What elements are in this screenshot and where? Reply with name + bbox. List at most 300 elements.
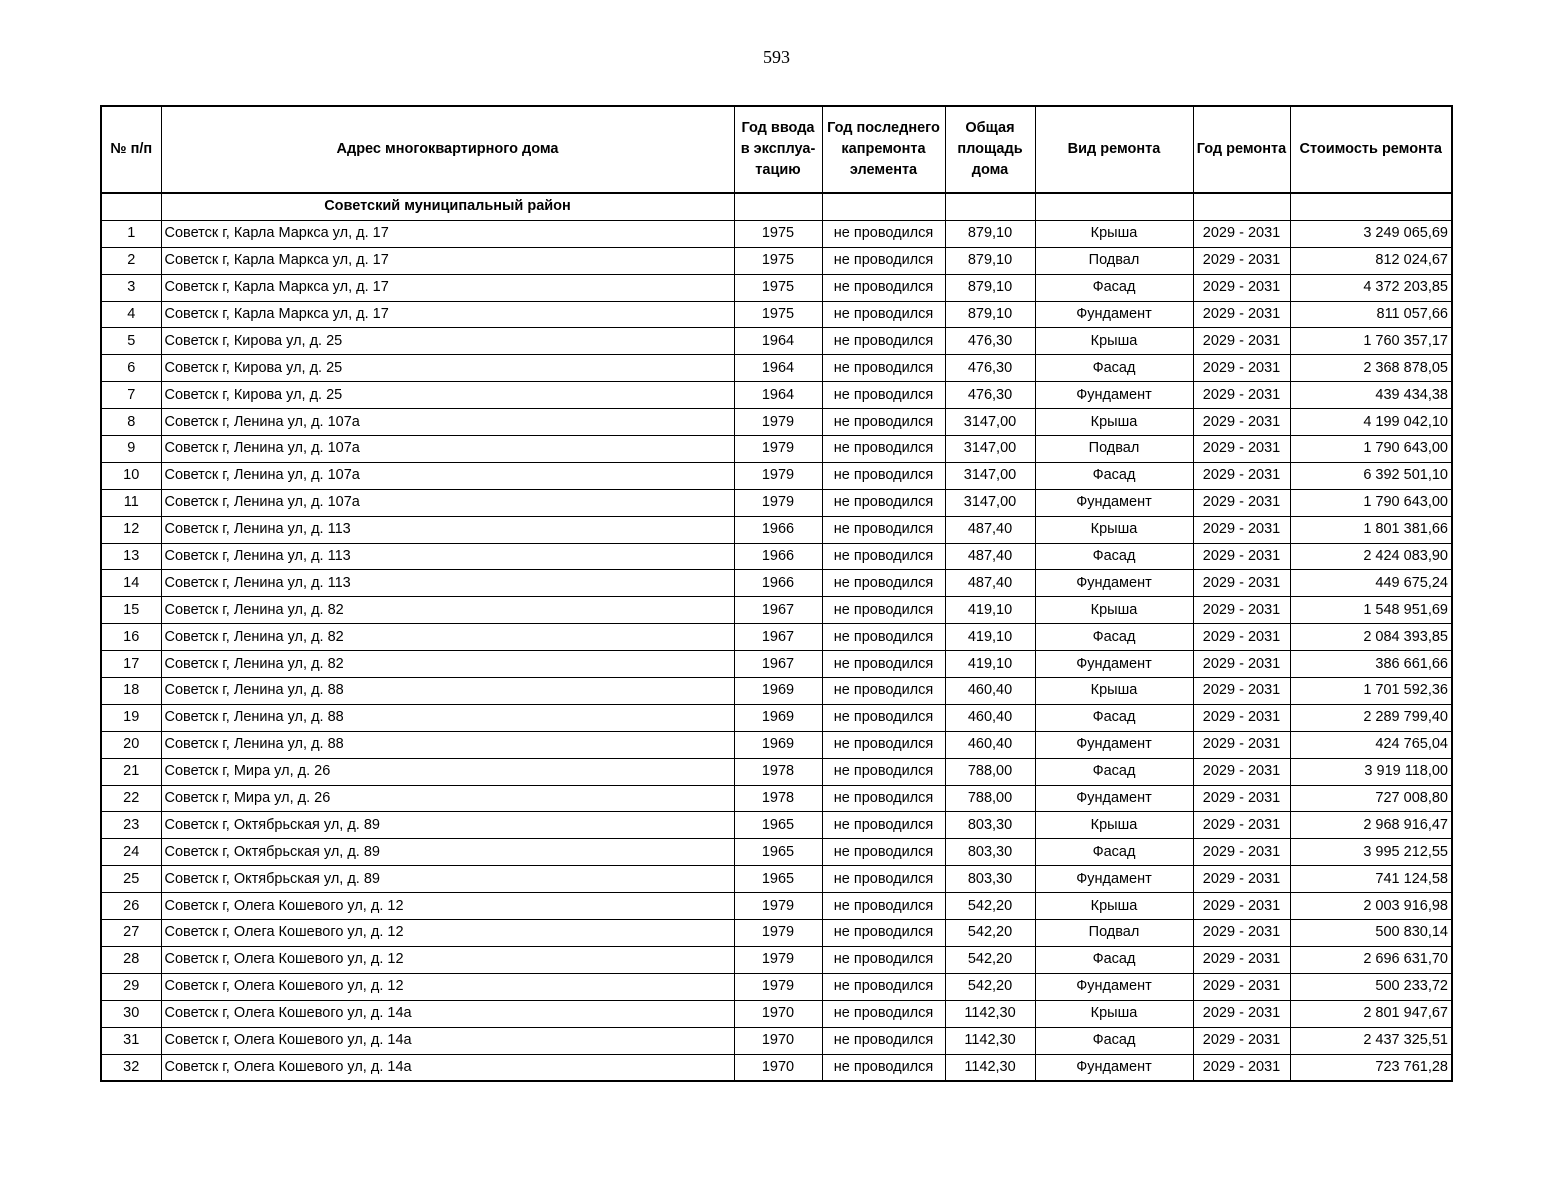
row-address: Советск г, Олега Кошевого ул, д. 14а xyxy=(161,1000,734,1027)
row-repair-type: Крыша xyxy=(1035,409,1193,436)
row-area: 542,20 xyxy=(945,893,1035,920)
row-commission-year: 1966 xyxy=(734,543,822,570)
table-row xyxy=(101,839,1452,866)
row-num: 3 xyxy=(101,274,161,301)
repair-table xyxy=(100,105,1453,1082)
table-row xyxy=(101,1054,1452,1081)
row-last-repair: не проводился xyxy=(822,274,945,301)
district-empty-cell xyxy=(1290,193,1452,220)
row-address: Советск г, Ленина ул, д. 113 xyxy=(161,516,734,543)
row-num: 13 xyxy=(101,543,161,570)
row-address: Советск г, Ленина ул, д. 107а xyxy=(161,489,734,516)
row-repair-type: Фундамент xyxy=(1035,301,1193,328)
row-repair-type: Фундамент xyxy=(1035,785,1193,812)
row-repair-year: 2029 - 2031 xyxy=(1193,1027,1290,1054)
row-repair-type: Крыша xyxy=(1035,328,1193,355)
table-row xyxy=(101,758,1452,785)
row-last-repair: не проводился xyxy=(822,597,945,624)
row-cost: 2 696 631,70 xyxy=(1290,946,1452,973)
row-num: 15 xyxy=(101,597,161,624)
row-repair-type: Фундамент xyxy=(1035,731,1193,758)
row-area: 3147,00 xyxy=(945,436,1035,463)
row-num: 8 xyxy=(101,409,161,436)
row-repair-year: 2029 - 2031 xyxy=(1193,543,1290,570)
table-row xyxy=(101,597,1452,624)
row-last-repair: не проводился xyxy=(822,462,945,489)
header-row xyxy=(101,106,1452,193)
district-empty-cell xyxy=(822,193,945,220)
row-commission-year: 1979 xyxy=(734,409,822,436)
header-area: Общая площадь дома xyxy=(945,106,1035,193)
row-cost: 3 249 065,69 xyxy=(1290,220,1452,247)
row-repair-year: 2029 - 2031 xyxy=(1193,462,1290,489)
row-cost: 4 199 042,10 xyxy=(1290,409,1452,436)
district-name: Советский муниципальный район xyxy=(161,193,734,220)
row-repair-type: Крыша xyxy=(1035,597,1193,624)
row-area: 1142,30 xyxy=(945,1027,1035,1054)
row-repair-type: Фасад xyxy=(1035,462,1193,489)
row-address: Советск г, Олега Кошевого ул, д. 12 xyxy=(161,920,734,947)
row-address: Советск г, Ленина ул, д. 113 xyxy=(161,543,734,570)
row-repair-type: Фундамент xyxy=(1035,866,1193,893)
row-address: Советск г, Карла Маркса ул, д. 17 xyxy=(161,301,734,328)
table-row xyxy=(101,516,1452,543)
row-last-repair: не проводился xyxy=(822,1000,945,1027)
row-commission-year: 1965 xyxy=(734,866,822,893)
row-commission-year: 1979 xyxy=(734,489,822,516)
row-repair-year: 2029 - 2031 xyxy=(1193,704,1290,731)
row-repair-year: 2029 - 2031 xyxy=(1193,489,1290,516)
row-address: Советск г, Кирова ул, д. 25 xyxy=(161,382,734,409)
row-area: 1142,30 xyxy=(945,1054,1035,1081)
row-commission-year: 1966 xyxy=(734,516,822,543)
row-cost: 1 760 357,17 xyxy=(1290,328,1452,355)
table-row xyxy=(101,624,1452,651)
row-address: Советск г, Октябрьская ул, д. 89 xyxy=(161,812,734,839)
row-repair-year: 2029 - 2031 xyxy=(1193,678,1290,705)
row-num: 7 xyxy=(101,382,161,409)
row-repair-type: Фасад xyxy=(1035,839,1193,866)
table-row xyxy=(101,274,1452,301)
row-repair-type: Фасад xyxy=(1035,355,1193,382)
row-commission-year: 1979 xyxy=(734,973,822,1000)
row-commission-year: 1965 xyxy=(734,839,822,866)
row-num: 24 xyxy=(101,839,161,866)
row-address: Советск г, Олега Кошевого ул, д. 12 xyxy=(161,973,734,1000)
row-repair-year: 2029 - 2031 xyxy=(1193,301,1290,328)
table-row xyxy=(101,1027,1452,1054)
table-row xyxy=(101,651,1452,678)
row-commission-year: 1969 xyxy=(734,678,822,705)
row-cost: 812 024,67 xyxy=(1290,247,1452,274)
header-cost: Стоимость ремонта xyxy=(1290,106,1452,193)
row-commission-year: 1979 xyxy=(734,946,822,973)
row-cost: 2 084 393,85 xyxy=(1290,624,1452,651)
row-area: 460,40 xyxy=(945,678,1035,705)
district-empty-cell xyxy=(734,193,822,220)
row-last-repair: не проводился xyxy=(822,247,945,274)
row-num: 29 xyxy=(101,973,161,1000)
table-row xyxy=(101,301,1452,328)
row-num: 25 xyxy=(101,866,161,893)
row-cost: 1 548 951,69 xyxy=(1290,597,1452,624)
row-num: 32 xyxy=(101,1054,161,1081)
row-last-repair: не проводился xyxy=(822,409,945,436)
row-repair-year: 2029 - 2031 xyxy=(1193,355,1290,382)
row-last-repair: не проводился xyxy=(822,355,945,382)
row-num: 28 xyxy=(101,946,161,973)
row-repair-year: 2029 - 2031 xyxy=(1193,946,1290,973)
row-repair-type: Фасад xyxy=(1035,704,1193,731)
row-num: 9 xyxy=(101,436,161,463)
row-repair-year: 2029 - 2031 xyxy=(1193,409,1290,436)
row-last-repair: не проводился xyxy=(822,839,945,866)
row-area: 419,10 xyxy=(945,651,1035,678)
row-last-repair: не проводился xyxy=(822,516,945,543)
row-address: Советск г, Карла Маркса ул, д. 17 xyxy=(161,247,734,274)
row-commission-year: 1966 xyxy=(734,570,822,597)
row-area: 803,30 xyxy=(945,866,1035,893)
row-num: 16 xyxy=(101,624,161,651)
row-area: 3147,00 xyxy=(945,489,1035,516)
row-repair-type: Фасад xyxy=(1035,624,1193,651)
row-commission-year: 1975 xyxy=(734,301,822,328)
row-address: Советск г, Карла Маркса ул, д. 17 xyxy=(161,220,734,247)
row-commission-year: 1975 xyxy=(734,247,822,274)
row-cost: 500 233,72 xyxy=(1290,973,1452,1000)
table-row xyxy=(101,570,1452,597)
row-repair-year: 2029 - 2031 xyxy=(1193,866,1290,893)
row-cost: 2 968 916,47 xyxy=(1290,812,1452,839)
row-num: 21 xyxy=(101,758,161,785)
table-row xyxy=(101,812,1452,839)
row-address: Советск г, Ленина ул, д. 107а xyxy=(161,436,734,463)
header-repair-type: Вид ремонта xyxy=(1035,106,1193,193)
table-row xyxy=(101,247,1452,274)
row-cost: 4 372 203,85 xyxy=(1290,274,1452,301)
row-num: 26 xyxy=(101,893,161,920)
row-address: Советск г, Карла Маркса ул, д. 17 xyxy=(161,274,734,301)
row-area: 487,40 xyxy=(945,516,1035,543)
row-repair-year: 2029 - 2031 xyxy=(1193,1000,1290,1027)
row-address: Советск г, Ленина ул, д. 82 xyxy=(161,651,734,678)
row-num: 30 xyxy=(101,1000,161,1027)
row-area: 419,10 xyxy=(945,597,1035,624)
row-num: 5 xyxy=(101,328,161,355)
row-num: 10 xyxy=(101,462,161,489)
row-area: 476,30 xyxy=(945,328,1035,355)
district-row xyxy=(101,193,1452,220)
row-num: 6 xyxy=(101,355,161,382)
row-area: 476,30 xyxy=(945,355,1035,382)
row-repair-type: Подвал xyxy=(1035,920,1193,947)
row-cost: 500 830,14 xyxy=(1290,920,1452,947)
row-commission-year: 1967 xyxy=(734,624,822,651)
row-repair-type: Фундамент xyxy=(1035,489,1193,516)
row-repair-year: 2029 - 2031 xyxy=(1193,220,1290,247)
row-num: 31 xyxy=(101,1027,161,1054)
row-commission-year: 1964 xyxy=(734,355,822,382)
row-repair-year: 2029 - 2031 xyxy=(1193,274,1290,301)
row-area: 788,00 xyxy=(945,758,1035,785)
header-repair-year: Год ремонта xyxy=(1193,106,1290,193)
row-address: Советск г, Ленина ул, д. 82 xyxy=(161,624,734,651)
row-address: Советск г, Ленина ул, д. 88 xyxy=(161,704,734,731)
row-repair-type: Крыша xyxy=(1035,678,1193,705)
page-number: 593 xyxy=(763,47,790,67)
row-last-repair: не проводился xyxy=(822,893,945,920)
row-last-repair: не проводился xyxy=(822,812,945,839)
row-cost: 2 003 916,98 xyxy=(1290,893,1452,920)
row-cost: 3 919 118,00 xyxy=(1290,758,1452,785)
row-area: 542,20 xyxy=(945,973,1035,1000)
row-last-repair: не проводился xyxy=(822,651,945,678)
table-row xyxy=(101,893,1452,920)
row-num: 17 xyxy=(101,651,161,678)
row-num: 22 xyxy=(101,785,161,812)
row-cost: 2 801 947,67 xyxy=(1290,1000,1452,1027)
row-commission-year: 1970 xyxy=(734,1054,822,1081)
row-last-repair: не проводился xyxy=(822,866,945,893)
table-row xyxy=(101,328,1452,355)
table-row xyxy=(101,436,1452,463)
row-cost: 2 368 878,05 xyxy=(1290,355,1452,382)
row-commission-year: 1978 xyxy=(734,785,822,812)
header-num: № п/п xyxy=(101,106,161,193)
row-repair-year: 2029 - 2031 xyxy=(1193,247,1290,274)
header-commission-year: Год ввода в эксплуа-тацию xyxy=(734,106,822,193)
row-cost: 2 437 325,51 xyxy=(1290,1027,1452,1054)
table-row xyxy=(101,1000,1452,1027)
row-cost: 811 057,66 xyxy=(1290,301,1452,328)
table-row xyxy=(101,920,1452,947)
row-repair-type: Крыша xyxy=(1035,516,1193,543)
table-row xyxy=(101,866,1452,893)
row-cost: 727 008,80 xyxy=(1290,785,1452,812)
row-repair-type: Фундамент xyxy=(1035,1054,1193,1081)
table-row xyxy=(101,704,1452,731)
row-commission-year: 1979 xyxy=(734,920,822,947)
row-commission-year: 1967 xyxy=(734,651,822,678)
row-area: 542,20 xyxy=(945,946,1035,973)
table-row xyxy=(101,543,1452,570)
row-address: Советск г, Мира ул, д. 26 xyxy=(161,785,734,812)
row-num: 18 xyxy=(101,678,161,705)
row-area: 879,10 xyxy=(945,220,1035,247)
row-repair-type: Фундамент xyxy=(1035,651,1193,678)
table-row xyxy=(101,462,1452,489)
row-num: 19 xyxy=(101,704,161,731)
row-area: 460,40 xyxy=(945,731,1035,758)
row-repair-year: 2029 - 2031 xyxy=(1193,920,1290,947)
row-area: 419,10 xyxy=(945,624,1035,651)
row-repair-year: 2029 - 2031 xyxy=(1193,1054,1290,1081)
row-last-repair: не проводился xyxy=(822,920,945,947)
row-last-repair: не проводился xyxy=(822,301,945,328)
row-last-repair: не проводился xyxy=(822,328,945,355)
row-last-repair: не проводился xyxy=(822,946,945,973)
row-cost: 1 790 643,00 xyxy=(1290,489,1452,516)
row-commission-year: 1979 xyxy=(734,893,822,920)
row-area: 879,10 xyxy=(945,301,1035,328)
row-repair-type: Фундамент xyxy=(1035,382,1193,409)
row-repair-type: Фасад xyxy=(1035,274,1193,301)
row-cost: 386 661,66 xyxy=(1290,651,1452,678)
row-cost: 1 701 592,36 xyxy=(1290,678,1452,705)
table-row xyxy=(101,678,1452,705)
row-repair-type: Крыша xyxy=(1035,1000,1193,1027)
row-last-repair: не проводился xyxy=(822,1054,945,1081)
row-repair-type: Крыша xyxy=(1035,893,1193,920)
table-row xyxy=(101,409,1452,436)
row-commission-year: 1965 xyxy=(734,812,822,839)
row-area: 460,40 xyxy=(945,704,1035,731)
row-last-repair: не проводился xyxy=(822,570,945,597)
row-repair-year: 2029 - 2031 xyxy=(1193,328,1290,355)
row-repair-type: Фасад xyxy=(1035,1027,1193,1054)
header-address: Адрес многоквартирного дома xyxy=(161,106,734,193)
row-last-repair: не проводился xyxy=(822,382,945,409)
row-area: 487,40 xyxy=(945,543,1035,570)
table-row xyxy=(101,946,1452,973)
table-row xyxy=(101,785,1452,812)
row-repair-year: 2029 - 2031 xyxy=(1193,785,1290,812)
row-commission-year: 1970 xyxy=(734,1027,822,1054)
row-repair-year: 2029 - 2031 xyxy=(1193,436,1290,463)
row-address: Советск г, Кирова ул, д. 25 xyxy=(161,355,734,382)
row-repair-year: 2029 - 2031 xyxy=(1193,570,1290,597)
row-repair-year: 2029 - 2031 xyxy=(1193,624,1290,651)
row-address: Советск г, Олега Кошевого ул, д. 14а xyxy=(161,1027,734,1054)
row-num: 11 xyxy=(101,489,161,516)
row-num: 2 xyxy=(101,247,161,274)
row-repair-type: Подвал xyxy=(1035,436,1193,463)
table-row xyxy=(101,489,1452,516)
table-row xyxy=(101,731,1452,758)
row-num: 14 xyxy=(101,570,161,597)
row-repair-year: 2029 - 2031 xyxy=(1193,758,1290,785)
table-row xyxy=(101,382,1452,409)
district-num-cell xyxy=(101,193,161,220)
row-repair-year: 2029 - 2031 xyxy=(1193,382,1290,409)
row-cost: 741 124,58 xyxy=(1290,866,1452,893)
row-cost: 723 761,28 xyxy=(1290,1054,1452,1081)
row-num: 12 xyxy=(101,516,161,543)
row-num: 23 xyxy=(101,812,161,839)
row-repair-type: Фундамент xyxy=(1035,973,1193,1000)
row-repair-type: Фундамент xyxy=(1035,570,1193,597)
row-area: 803,30 xyxy=(945,839,1035,866)
row-repair-year: 2029 - 2031 xyxy=(1193,516,1290,543)
row-address: Советск г, Октябрьская ул, д. 89 xyxy=(161,839,734,866)
row-last-repair: не проводился xyxy=(822,973,945,1000)
row-repair-year: 2029 - 2031 xyxy=(1193,731,1290,758)
row-commission-year: 1979 xyxy=(734,436,822,463)
row-repair-year: 2029 - 2031 xyxy=(1193,973,1290,1000)
row-cost: 424 765,04 xyxy=(1290,731,1452,758)
row-address: Советск г, Ленина ул, д. 107а xyxy=(161,409,734,436)
row-commission-year: 1967 xyxy=(734,597,822,624)
row-last-repair: не проводился xyxy=(822,758,945,785)
row-last-repair: не проводился xyxy=(822,489,945,516)
row-cost: 6 392 501,10 xyxy=(1290,462,1452,489)
row-area: 1142,30 xyxy=(945,1000,1035,1027)
district-empty-cell xyxy=(1035,193,1193,220)
row-address: Советск г, Ленина ул, д. 113 xyxy=(161,570,734,597)
header-last-repair: Год последнего капремонта элемента xyxy=(822,106,945,193)
row-commission-year: 1964 xyxy=(734,382,822,409)
row-cost: 439 434,38 xyxy=(1290,382,1452,409)
row-address: Советск г, Ленина ул, д. 88 xyxy=(161,731,734,758)
row-repair-year: 2029 - 2031 xyxy=(1193,893,1290,920)
row-cost: 449 675,24 xyxy=(1290,570,1452,597)
row-commission-year: 1975 xyxy=(734,220,822,247)
row-address: Советск г, Октябрьская ул, д. 89 xyxy=(161,866,734,893)
row-cost: 1 801 381,66 xyxy=(1290,516,1452,543)
row-commission-year: 1969 xyxy=(734,731,822,758)
row-area: 879,10 xyxy=(945,274,1035,301)
row-repair-type: Фасад xyxy=(1035,758,1193,785)
row-commission-year: 1970 xyxy=(734,1000,822,1027)
row-area: 803,30 xyxy=(945,812,1035,839)
row-repair-year: 2029 - 2031 xyxy=(1193,812,1290,839)
row-commission-year: 1979 xyxy=(734,462,822,489)
row-commission-year: 1964 xyxy=(734,328,822,355)
row-last-repair: не проводился xyxy=(822,436,945,463)
row-last-repair: не проводился xyxy=(822,543,945,570)
row-repair-type: Крыша xyxy=(1035,812,1193,839)
table-row xyxy=(101,973,1452,1000)
row-address: Советск г, Олега Кошевого ул, д. 12 xyxy=(161,946,734,973)
table-row xyxy=(101,220,1452,247)
row-last-repair: не проводился xyxy=(822,220,945,247)
row-address: Советск г, Олега Кошевого ул, д. 12 xyxy=(161,893,734,920)
district-empty-cell xyxy=(1193,193,1290,220)
row-address: Советск г, Ленина ул, д. 82 xyxy=(161,597,734,624)
row-area: 3147,00 xyxy=(945,462,1035,489)
row-address: Советск г, Мира ул, д. 26 xyxy=(161,758,734,785)
row-address: Советск г, Ленина ул, д. 107а xyxy=(161,462,734,489)
row-repair-type: Фасад xyxy=(1035,946,1193,973)
row-cost: 2 289 799,40 xyxy=(1290,704,1452,731)
row-last-repair: не проводился xyxy=(822,785,945,812)
row-num: 1 xyxy=(101,220,161,247)
row-num: 4 xyxy=(101,301,161,328)
row-repair-type: Фасад xyxy=(1035,543,1193,570)
row-cost: 1 790 643,00 xyxy=(1290,436,1452,463)
row-repair-year: 2029 - 2031 xyxy=(1193,839,1290,866)
row-cost: 3 995 212,55 xyxy=(1290,839,1452,866)
row-last-repair: не проводился xyxy=(822,624,945,651)
row-repair-year: 2029 - 2031 xyxy=(1193,597,1290,624)
row-num: 27 xyxy=(101,920,161,947)
row-last-repair: не проводился xyxy=(822,731,945,758)
row-address: Советск г, Олега Кошевого ул, д. 14а xyxy=(161,1054,734,1081)
row-address: Советск г, Кирова ул, д. 25 xyxy=(161,328,734,355)
row-last-repair: не проводился xyxy=(822,1027,945,1054)
table-row xyxy=(101,355,1452,382)
row-area: 476,30 xyxy=(945,382,1035,409)
row-commission-year: 1969 xyxy=(734,704,822,731)
row-area: 788,00 xyxy=(945,785,1035,812)
row-repair-type: Крыша xyxy=(1035,220,1193,247)
row-area: 3147,00 xyxy=(945,409,1035,436)
row-last-repair: не проводился xyxy=(822,678,945,705)
row-commission-year: 1978 xyxy=(734,758,822,785)
row-commission-year: 1975 xyxy=(734,274,822,301)
row-area: 487,40 xyxy=(945,570,1035,597)
row-last-repair: не проводился xyxy=(822,704,945,731)
